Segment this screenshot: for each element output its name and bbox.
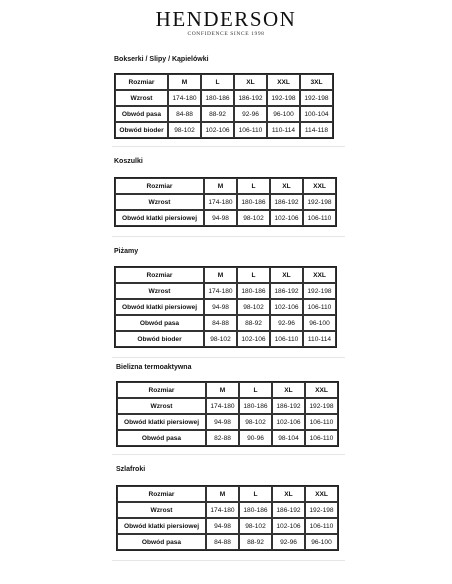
table-header-row [115,178,336,194]
table-cell: 106-110 [234,122,267,138]
table-row [115,106,333,122]
table-cell: 94-98 [204,299,237,315]
table-cell: 106-110 [303,299,336,315]
table-cell: 186-192 [270,283,303,299]
table-cell: 186-192 [234,90,267,106]
table-cell: 106-110 [270,331,303,347]
table-cell: 84-88 [206,534,239,550]
table-row [117,518,338,534]
table-cell: 106-110 [305,414,338,430]
header-cell: XL [272,486,305,502]
section-divider [112,146,345,147]
header-cell: Rozmiar [115,178,204,194]
header-cell: 3XL [300,74,333,90]
size-table-koszulki [114,177,337,227]
table-row [117,414,338,430]
table-cell: 174-180 [168,90,201,106]
row-label: Obwód bioder [115,122,168,138]
header-cell: L [201,74,234,90]
header-cell: Rozmiar [117,486,206,502]
table-cell: 102-106 [270,299,303,315]
header-cell: L [237,178,270,194]
table-row [117,502,338,518]
size-table-bokserki [114,73,334,139]
table-cell: 96-100 [303,315,336,331]
table-cell: 106-110 [303,210,336,226]
brand-tagline: CONFIDENCE SINCE 1998 [187,31,265,37]
table-cell: 98-102 [168,122,201,138]
table-cell: 92-96 [234,106,267,122]
table-cell: 106-110 [305,430,338,446]
table-cell: 192-198 [305,398,338,414]
header-cell: M [204,267,237,283]
header-cell: XL [272,382,305,398]
table-cell: 96-100 [267,106,300,122]
header-cell: XL [234,74,267,90]
size-table-szlafroki [116,485,339,551]
table-cell: 186-192 [270,194,303,210]
table-cell: 180-186 [201,90,234,106]
header-cell: Rozmiar [117,382,206,398]
table-row [115,194,336,210]
header-cell: XL [270,267,303,283]
table-cell: 180-186 [237,283,270,299]
table-cell: 98-102 [237,299,270,315]
table-cell: 100-104 [300,106,333,122]
section-title-pizamy: Piżamy [114,248,139,255]
table-cell: 90-96 [239,430,272,446]
table-cell: 88-92 [237,315,270,331]
table-cell: 98-102 [239,518,272,534]
table-row [115,331,336,347]
header-cell: M [206,382,239,398]
table-cell: 192-198 [303,194,336,210]
table-row [117,534,338,550]
table-cell: 174-180 [206,502,239,518]
header-cell: L [239,486,272,502]
table-cell: 192-198 [303,283,336,299]
table-cell: 110-114 [303,331,336,347]
table-cell: 186-192 [272,398,305,414]
table-cell: 84-88 [168,106,201,122]
table-row [115,315,336,331]
header-cell: M [206,486,239,502]
row-label: Obwód klatki piersiowej [117,414,206,430]
table-row [115,90,333,106]
table-cell: 88-92 [239,534,272,550]
table-row [117,398,338,414]
header-cell: M [168,74,201,90]
table-cell: 98-102 [237,210,270,226]
table-cell: 92-96 [272,534,305,550]
size-table-bielizna [116,381,339,447]
table-header-row [117,382,338,398]
table-cell: 180-186 [237,194,270,210]
table-cell: 102-106 [272,518,305,534]
table-cell: 102-106 [272,414,305,430]
table-cell: 98-102 [239,414,272,430]
row-label: Wzrost [115,283,204,299]
brand-header [0,8,452,37]
table-cell: 102-106 [201,122,234,138]
row-label: Obwód pasa [117,534,206,550]
table-cell: 174-180 [204,194,237,210]
section-divider [112,560,345,561]
table-header-row [115,74,333,90]
row-label: Wzrost [117,502,206,518]
header-cell: Rozmiar [115,74,168,90]
section-divider [112,357,345,358]
table-cell: 98-102 [204,331,237,347]
row-label: Obwód klatki piersiowej [115,299,204,315]
table-row [115,122,333,138]
table-cell: 110-114 [267,122,300,138]
row-label: Obwód pasa [115,315,204,331]
row-label: Wzrost [117,398,206,414]
brand-logo-name: HENDERSON [155,7,297,31]
size-table-pizamy [114,266,337,348]
table-cell: 192-198 [300,90,333,106]
row-label: Obwód bioder [115,331,204,347]
table-cell: 92-96 [270,315,303,331]
section-title-bokserki: Bokserki / Slipy / Kąpielówki [114,56,209,63]
table-row [115,210,336,226]
table-cell: 102-106 [270,210,303,226]
header-cell: M [204,178,237,194]
table-cell: 114-118 [300,122,333,138]
header-cell: XXL [305,486,338,502]
table-cell: 106-110 [305,518,338,534]
table-cell: 82-88 [206,430,239,446]
row-label: Obwód pasa [117,430,206,446]
table-cell: 174-180 [206,398,239,414]
section-divider [112,236,345,237]
table-cell: 174-180 [204,283,237,299]
section-title-bielizna: Bielizna termoaktywna [116,364,192,371]
row-label: Obwód klatki piersiowej [115,210,204,226]
table-header-row [117,486,338,502]
table-row [115,299,336,315]
table-cell: 94-98 [204,210,237,226]
header-cell: Rozmiar [115,267,204,283]
row-label: Wzrost [115,194,204,210]
table-cell: 98-104 [272,430,305,446]
header-cell: XXL [303,178,336,194]
row-label: Obwód klatki piersiowej [117,518,206,534]
table-cell: 180-186 [239,398,272,414]
header-cell: XXL [303,267,336,283]
row-label: Wzrost [115,90,168,106]
table-header-row [115,267,336,283]
table-cell: 192-198 [267,90,300,106]
header-cell: XL [270,178,303,194]
section-title-szlafroki: Szlafroki [116,466,146,473]
table-cell: 84-88 [204,315,237,331]
table-cell: 186-192 [272,502,305,518]
table-cell: 102-106 [237,331,270,347]
table-row [117,430,338,446]
table-row [115,283,336,299]
table-cell: 192-198 [305,502,338,518]
table-cell: 94-98 [206,414,239,430]
header-cell: XXL [267,74,300,90]
row-label: Obwód pasa [115,106,168,122]
table-cell: 180-186 [239,502,272,518]
table-cell: 96-100 [305,534,338,550]
section-title-koszulki: Koszulki [114,158,143,165]
table-cell: 94-98 [206,518,239,534]
header-cell: L [237,267,270,283]
table-cell: 88-92 [201,106,234,122]
header-cell: L [239,382,272,398]
section-divider [112,454,345,455]
header-cell: XXL [305,382,338,398]
